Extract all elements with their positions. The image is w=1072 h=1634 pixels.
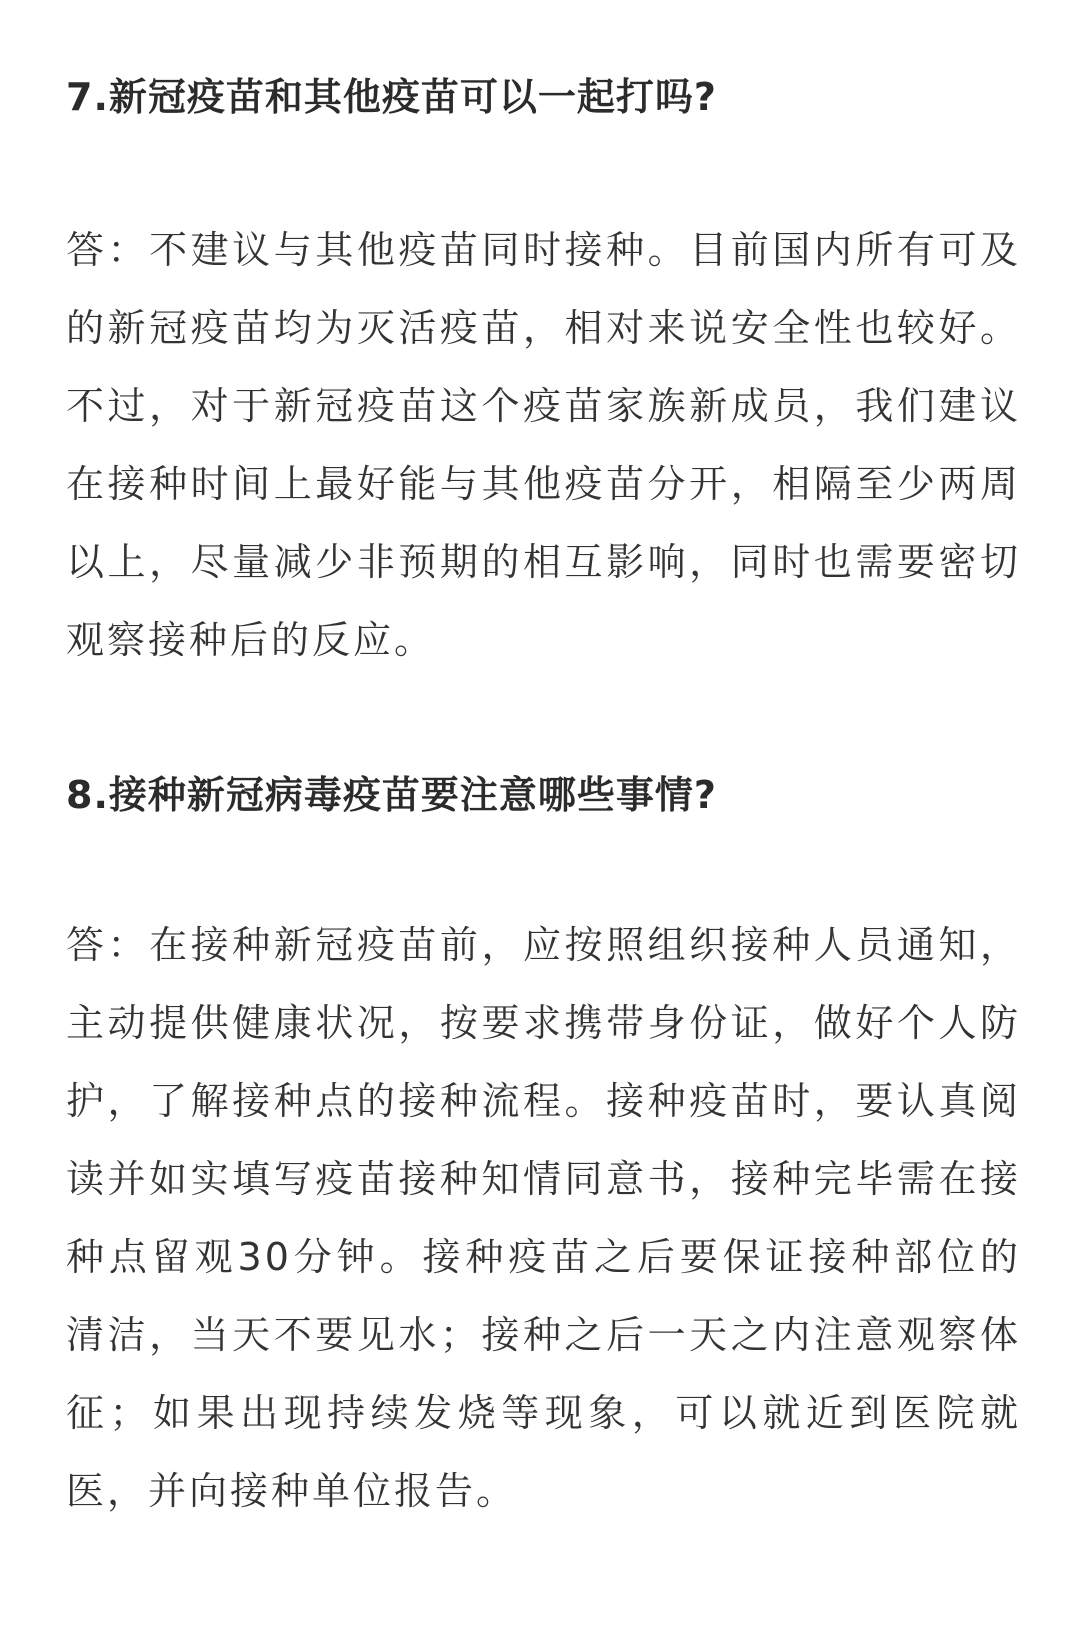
question-heading-8: 8.接种新冠病毒疫苗要注意哪些事情? xyxy=(66,773,717,817)
question-heading-7: 7.新冠疫苗和其他疫苗可以一起打吗? xyxy=(66,75,717,119)
answer-paragraph-7: 答：不建议与其他疫苗同时接种。目前国内所有可及的新冠疫苗均为灭活疫苗，相对来说安全性也较好。不过，对于新冠疫苗这个疫苗家族新成员，我们建议在接种时间上最好能与其他疫苗分开，相隔至少两周以上，尽量减少非预期的相互影响，同时也需要密切观察接种后的反应。 xyxy=(66,228,1021,662)
answer-paragraph-8: 答：在接种新冠疫苗前，应按照组织接种人员通知，主动提供健康状况，按要求携带身份证，做好个人防护，了解接种点的接种流程。接种疫苗时，要认真阅读并如实填写疫苗接种知情同意书，接种完毕需在接种点留观30分钟。接种疫苗之后要保证接种部位的清洁，当天不要见水；接种之后一天之内注意观察体征；如果出现持续发烧等现象，可以就近到医院就医，并向接种单位报告。 xyxy=(66,923,1021,1513)
